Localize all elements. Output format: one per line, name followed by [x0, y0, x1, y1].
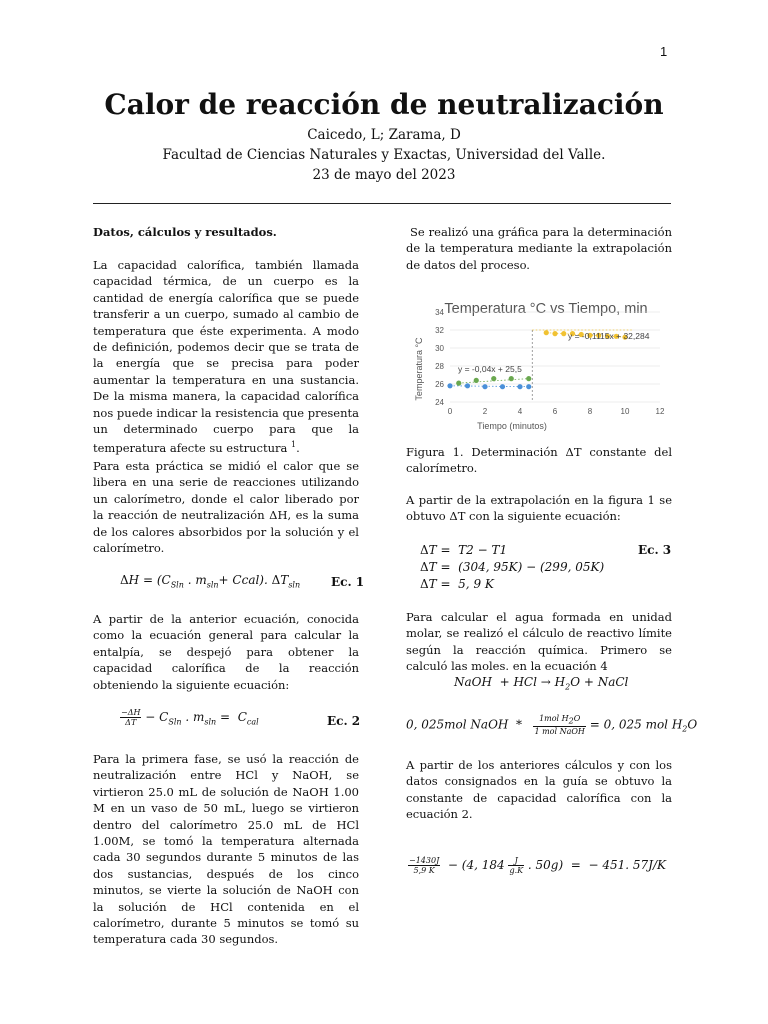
- equation-4: 0, 025mol NaOH * $\frac{1mol H_2O}{\text{1 mol NaOH}}$ = 0, 025 mol $H_2O$: [406, 714, 698, 736]
- y-tick-label: 32: [435, 326, 444, 335]
- citation-ref: 1: [291, 440, 297, 450]
- paragraph-constante: A partir de los anteriores cálculos y con los datos consignados en la guía se obtuvo la constante de capacidad calorífica con la ecuación 2.: [406, 758, 672, 822]
- paragraph-grafica: Se realizó una gráfica para la determinación de la temperatura mediante la extrapolación de datos del proceso.: [406, 225, 672, 272]
- authors: Caicedo, L; Zarama, D: [307, 127, 461, 143]
- x-tick-label: 12: [655, 407, 665, 416]
- x-tick-label: 10: [620, 407, 630, 416]
- paragraph-entalpia: A partir de la anterior ecuación, conocida como la ecuación general para calcular la entalpía, se despejó para obtener la capacidad calorífica de la reacción obteniendo la siguiente ecuación:: [93, 612, 359, 692]
- equation-1-label: Ec. 1: [331, 575, 365, 589]
- paragraph-extrapolacion: A partir de la extrapolación en la figura 1 se obtuvo ΔT con la siguiente ecuación:: [406, 493, 672, 524]
- paragraph-agua: Para calcular el agua formada en unidad molar, se realizó el cálculo de reactivo límite según la reacción química. Primero se calculó las moles. en la ecuación 4: [406, 610, 672, 674]
- temperature-chart: [408, 282, 688, 434]
- data-point-hcl: [482, 384, 487, 389]
- header-rule: [93, 203, 671, 204]
- x-tick-label: 2: [482, 407, 488, 416]
- y-axis-label: Temperatura °C: [414, 337, 424, 401]
- paragraph-capacidad: La capacidad calorífica, también llamada capacidad térmica, de un cuerpo es la cantidad de energía calorífica que se puede transferir a un cuerpo, sumado al cambio de temperatura que éste experimenta. A modo de definición, podemos decir que se trata de la energía que se precisa para poder aumentar la temperatura en una sustancia. De la misma manera, la capacidad calorífica nos puede indicar la resistencia que presenta un determinado cuerpo para que la temperatura afecte su estructura $^1$.: [93, 258, 359, 456]
- chart-title: Temperatura °C vs Tiempo, min: [444, 301, 648, 317]
- y-tick-label: 24: [435, 398, 444, 407]
- data-point-naoh: [509, 376, 514, 381]
- page-number: 1: [660, 44, 668, 59]
- data-point-hcl: [500, 384, 505, 389]
- data-point-mezcla: [544, 330, 549, 335]
- affiliation: Facultad de Ciencias Naturales y Exactas, Universidad del Valle.: [162, 147, 606, 163]
- paper-title: Calor de reacción de neutralización: [104, 88, 664, 121]
- y-tick-label: 34: [435, 308, 444, 317]
- data-point-hcl: [517, 384, 522, 389]
- data-point-naoh: [474, 378, 479, 383]
- figure-caption: Figura 1. Determinación ΔT constante del calorímetro.: [406, 445, 672, 476]
- y-tick-label: 30: [435, 344, 444, 353]
- paragraph-procedimiento: Para la primera fase, se usó la reacción de neutralización entre HCl y NaOH, se virtieron 25.0 mL de solución de NaOH 1.00 M en un vaso de 50 mL, luego se virtieron dentro del calorímetro 25.0 mL de HCl 1.00M, se tomó la temperatura alternada cada 30 segundos durante 5 minutos de las dos sustancias, después de los cinco minutos, se vierte la solución de NaOH con la solución de HCl contenida en el calorímetro, durante 5 minutos se tomó su temperatura cada 30 segundos.: [93, 752, 359, 947]
- y-tick-label: 26: [435, 380, 444, 389]
- equation-2: $\frac{-\Delta H}{\Delta T}$ − $C_{Sln}$ . $m_{sln} = C_{cal}$: [121, 708, 259, 727]
- equation-5: $\frac{-1430J}{5,9 K}$ − (4, 184 $\frac{J}{g.K}$ . 50g) = − 451. 57J/K: [409, 856, 666, 875]
- data-point-naoh: [456, 381, 461, 386]
- trendline-label-1: y = -0,04x + 25,5: [458, 364, 522, 374]
- equation-1: $\Delta H = (C_{Sln}$ . $m_{sln}+$ Ccal). $\Delta T_{sln}$: [120, 573, 301, 590]
- data-point-hcl: [447, 383, 452, 388]
- reaction-equation: NaOH + HCl → $H_2O$ + NaCl: [454, 675, 629, 692]
- x-tick-label: 8: [587, 407, 593, 416]
- y-tick-label: 28: [435, 362, 444, 371]
- data-point-naoh: [526, 376, 531, 381]
- section-heading: Datos, cálculos y resultados.: [93, 225, 277, 239]
- paragraph-practica: Para esta práctica se midió el calor que se libera en una serie de reacciones utilizando un calorímetro, donde el calor liberado por la reacción de neutralización ΔH, es la suma de los calores absorbidos por la solución y el calorímetro.: [93, 459, 359, 556]
- x-tick-label: 6: [552, 407, 558, 416]
- x-tick-label: 0: [447, 407, 453, 416]
- x-tick-label: 4: [517, 407, 523, 416]
- data-point-mezcla: [552, 331, 557, 336]
- trendline-hcl: [450, 386, 529, 387]
- data-point-naoh: [491, 376, 496, 381]
- data-point-mezcla: [561, 331, 566, 336]
- equation-2-label: Ec. 2: [327, 714, 361, 728]
- equation-3-label: Ec. 3: [638, 543, 672, 557]
- equation-3: ΔT = T2 − T1 ΔT = (304, 95K) − (299, 05K) ΔT = 5, 9 K: [420, 543, 605, 591]
- date: 23 de mayo del 2023: [312, 167, 456, 183]
- x-axis-label: Tiempo (minutos): [477, 421, 547, 431]
- trendline-label-2: y = -0,1115x + 32,284: [568, 331, 650, 341]
- data-point-hcl: [526, 384, 531, 389]
- data-point-hcl: [465, 383, 470, 388]
